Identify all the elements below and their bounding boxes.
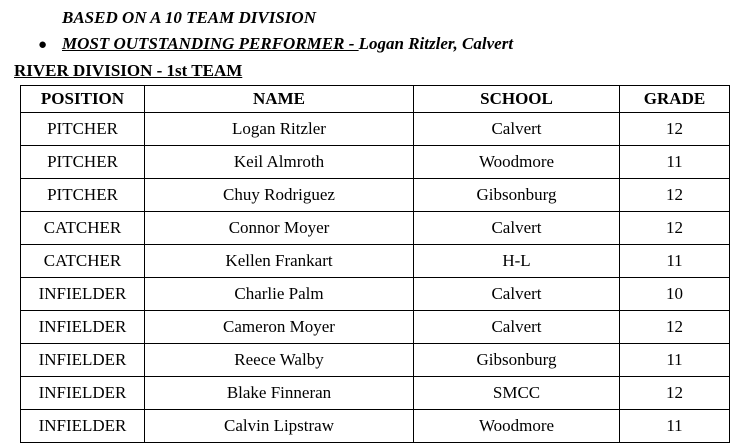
cell-grade: 12 xyxy=(620,113,730,146)
table-row xyxy=(21,146,730,179)
table-row xyxy=(21,311,730,344)
cell-position: INFIELDER xyxy=(21,311,145,344)
cell-position: INFIELDER xyxy=(21,344,145,377)
bullet-icon: ● xyxy=(38,37,48,53)
table-row xyxy=(21,245,730,278)
award-line xyxy=(38,34,513,55)
column-header-position: POSITION xyxy=(21,86,145,113)
cell-name: Reece Walby xyxy=(145,344,414,377)
cell-school: Calvert xyxy=(414,212,620,245)
cell-name: Kellen Frankart xyxy=(145,245,414,278)
award-value: Logan Ritzler, Calvert xyxy=(358,34,514,53)
cell-school: Gibsonburg xyxy=(414,179,620,212)
cell-name: Charlie Palm xyxy=(145,278,414,311)
cell-name: Cameron Moyer xyxy=(145,311,414,344)
award-label: MOST OUTSTANDING PERFORMER - xyxy=(62,34,359,53)
cell-name: Blake Finneran xyxy=(145,377,414,410)
table-row xyxy=(21,410,730,443)
table-row xyxy=(21,344,730,377)
cell-name: Chuy Rodriguez xyxy=(145,179,414,212)
cell-name: Keil Almroth xyxy=(145,146,414,179)
team-table xyxy=(20,85,730,443)
division-note: BASED ON A 10 TEAM DIVISION xyxy=(62,8,316,27)
cell-position: INFIELDER xyxy=(21,278,145,311)
cell-school: Woodmore xyxy=(414,146,620,179)
cell-school: Calvert xyxy=(414,278,620,311)
cell-position: PITCHER xyxy=(21,113,145,146)
table-row xyxy=(21,179,730,212)
cell-grade: 11 xyxy=(620,245,730,278)
cell-school: SMCC xyxy=(414,377,620,410)
table-header-row xyxy=(21,86,730,113)
cell-grade: 11 xyxy=(620,344,730,377)
cell-position: CATCHER xyxy=(21,212,145,245)
cell-name: Logan Ritzler xyxy=(145,113,414,146)
cell-position: INFIELDER xyxy=(21,410,145,443)
cell-school: Calvert xyxy=(414,113,620,146)
cell-name: Connor Moyer xyxy=(145,212,414,245)
cell-school: Gibsonburg xyxy=(414,344,620,377)
table-row xyxy=(21,113,730,146)
cell-name: Calvin Lipstraw xyxy=(145,410,414,443)
cell-position: PITCHER xyxy=(21,146,145,179)
cell-school: H-L xyxy=(414,245,620,278)
table-row xyxy=(21,212,730,245)
cell-school: Woodmore xyxy=(414,410,620,443)
table-row xyxy=(21,377,730,410)
cell-school: Calvert xyxy=(414,311,620,344)
cell-position: CATCHER xyxy=(21,245,145,278)
cell-grade: 10 xyxy=(620,278,730,311)
table-row xyxy=(21,278,730,311)
column-header-school: SCHOOL xyxy=(414,86,620,113)
cell-position: INFIELDER xyxy=(21,377,145,410)
cell-position: PITCHER xyxy=(21,179,145,212)
cell-grade: 12 xyxy=(620,179,730,212)
cell-grade: 11 xyxy=(620,146,730,179)
cell-grade: 11 xyxy=(620,410,730,443)
column-header-grade: GRADE xyxy=(620,86,730,113)
cell-grade: 12 xyxy=(620,311,730,344)
cell-grade: 12 xyxy=(620,377,730,410)
column-header-name: NAME xyxy=(145,86,414,113)
cell-grade: 12 xyxy=(620,212,730,245)
section-title: RIVER DIVISION - 1st TEAM xyxy=(14,61,243,80)
